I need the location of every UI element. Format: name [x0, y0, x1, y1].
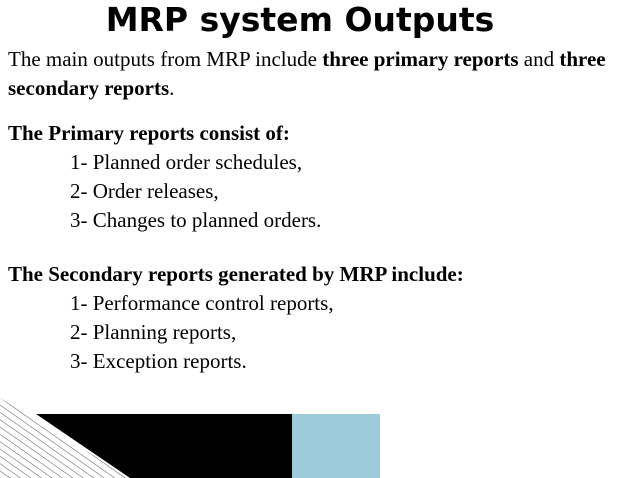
- intro-bold-secondary: three secondary reports: [8, 47, 606, 100]
- list-item: 2- Order releases,: [70, 179, 219, 203]
- intro-bold-primary: three primary reports: [322, 47, 519, 71]
- slide-title: MRP system Outputs: [105, 0, 495, 39]
- secondary-reports-heading: The Secondary reports generated by MRP include:: [8, 262, 464, 286]
- list-item: 3- Exception reports.: [70, 349, 247, 373]
- intro-text-2: and: [518, 47, 560, 71]
- primary-reports-heading: The Primary reports consist of:: [8, 121, 290, 145]
- list-item: 1- Planned order schedules,: [70, 150, 303, 174]
- intro-text-1: The main outputs from MRP include: [8, 47, 323, 71]
- accent-block: [292, 414, 380, 478]
- primary-reports-list: [70, 148, 321, 235]
- list-item: 2- Planning reports,: [70, 320, 237, 344]
- intro-text-3: .: [169, 76, 175, 100]
- decorative-footer-band: [0, 398, 638, 478]
- secondary-reports-list: [70, 289, 334, 376]
- list-item: 1- Performance control reports,: [70, 291, 334, 315]
- intro-paragraph: [8, 45, 633, 103]
- list-item: 3- Changes to planned orders.: [70, 208, 322, 232]
